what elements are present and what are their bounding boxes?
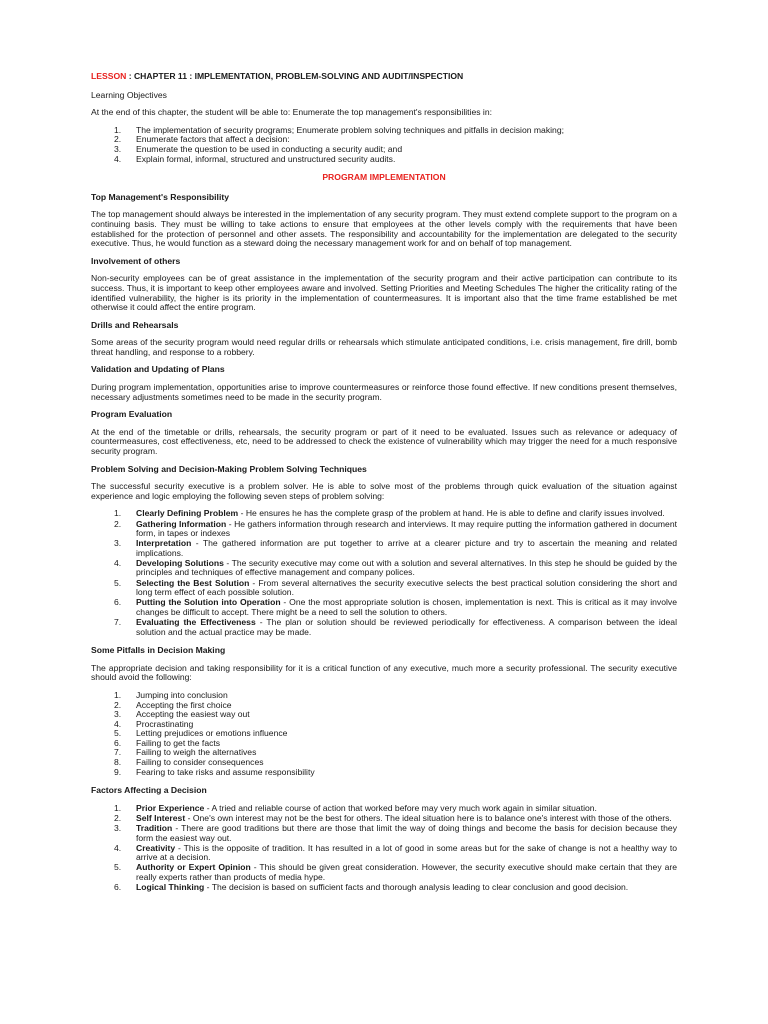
validation-heading: Validation and Updating of Plans (91, 364, 225, 375)
list-text: - There are good traditions but there are those that limit the way of doing things and become the basis for decision because they form the easiest way out. (136, 823, 677, 843)
list-term: Authority or Expert Opinion (136, 862, 251, 873)
learning-objectives-label: Learning Objectives (91, 89, 167, 100)
list-number: 4. (114, 153, 122, 164)
list-text: Enumerate factors that affect a decision: (136, 134, 290, 145)
list-number: 6. (114, 737, 122, 748)
step-item (91, 618, 677, 637)
list-text: Failing to get the facts (136, 737, 221, 748)
drills-heading: Drills and Rehearsals (91, 319, 179, 330)
pitfalls-heading: Some Pitfalls in Decision Making (91, 645, 226, 656)
evaluation-body: At the end of the timetable or drills, rehearsals, the security program or part of it need to be evaluated. Issues such as relevance or adequacy of countermeasures, cost effectiveness, etc, need to be addressed to check the existence of vulnerability which may trigger the need for a much responsive security program. (91, 426, 677, 457)
step-item (91, 520, 677, 539)
factor-item (91, 883, 677, 893)
list-text: - He gathers information through research and interviews. It may require putting the information gathered in document form, in tapes or indexes (136, 518, 677, 539)
list-term: Prior Experience (136, 802, 205, 813)
list-text: Fearing to take risks and assume responsibility (136, 766, 315, 777)
list-text: Failing to weigh the alternatives (136, 747, 257, 758)
pitfalls-list (91, 691, 677, 777)
list-number: 7. (114, 747, 122, 758)
objectives-intro: At the end of this chapter, the student will be able to: Enumerate the top management's responsibilities in: (91, 107, 493, 118)
top-management-heading: Top Management's Responsibility (91, 191, 229, 202)
objectives-list (91, 126, 677, 164)
factor-item (91, 844, 677, 863)
factors-heading: Factors Affecting a Decision (91, 785, 207, 796)
list-number: 4. (114, 557, 122, 568)
list-text: - He ensures he has the complete grasp of the problem at hand. He is able to define and clarify issues involved. (238, 508, 665, 519)
problem-solving-body: The successful security executive is a problem solver. He is able to solve most of the problems through quick evaluation of the situation against experience and logic employing the following seven steps of problem solving: (91, 481, 677, 501)
step-item (91, 559, 677, 578)
list-text: Jumping into conclusion (136, 689, 228, 700)
list-number: 1. (114, 802, 122, 813)
list-number: 6. (114, 597, 122, 608)
list-term: Putting the Solution into Operation (136, 597, 281, 608)
list-text: Accepting the first choice (136, 699, 232, 710)
list-number: 1. (114, 689, 122, 700)
list-number: 8. (114, 757, 122, 768)
chapter-title: : CHAPTER 11 : IMPLEMENTATION, PROBLEM-SOLVING AND AUDIT/INSPECTION (126, 71, 464, 81)
list-number: 9. (114, 766, 122, 777)
list-number: 2. (114, 699, 122, 710)
list-text: Letting prejudices or emotions influence (136, 728, 288, 739)
list-term: Self Interest (136, 812, 186, 823)
list-number: 3. (114, 538, 122, 549)
list-number: 1. (114, 124, 122, 135)
document-title (91, 72, 677, 82)
list-number: 3. (114, 143, 122, 154)
list-number: 5. (114, 728, 122, 739)
list-number: 1. (114, 508, 122, 519)
list-text: - From several alternatives the security executive selects the best practical solution considering the short and long term effect of each possible solution. (136, 577, 677, 598)
list-text: Explain formal, informal, structured and unstructured security audits. (136, 153, 396, 164)
list-number: 4. (114, 718, 122, 729)
list-text: - This should be given great consideration. However, the security executive should make certain that they are really experts rather than products of media hype. (136, 862, 677, 882)
list-text: - A tried and reliable course of action that worked before may very much work again in similar situation. (204, 802, 597, 813)
factor-item (91, 824, 677, 843)
problem-solving-heading: Problem Solving and Decision-Making Problem Solving Techniques (91, 463, 367, 474)
list-number: 5. (114, 577, 122, 588)
list-term: Creativity (136, 842, 176, 853)
list-number: 2. (114, 518, 122, 529)
pitfall-item (91, 768, 677, 778)
problem-solving-steps (91, 509, 677, 637)
list-term: Evaluating the Effectiveness (136, 616, 256, 627)
list-term: Logical Thinking (136, 882, 205, 893)
objective-item (91, 155, 677, 165)
document-content (91, 72, 677, 902)
factor-item (91, 863, 677, 882)
evaluation-heading: Program Evaluation (91, 409, 173, 420)
list-text: Enumerate the question to be used in conducting a security audit; and (136, 143, 403, 154)
list-text: - One the most appropriate solution is chosen, implementation is next. This is critical as it may involve changes be difficult to accept. There might be a need to sell the solution to others. (136, 597, 677, 617)
list-text: - The plan or solution should be reviewed periodically for effectiveness. A comparison between the ideal solution and the actual practice may be made. (136, 616, 677, 637)
step-item (91, 539, 677, 558)
involvement-body: Non-security employees can be of great assistance in the implementation of the security program and their active participation can contribute to its success. Thus, it is important to keep other employees aware and involved. Setting Priorities and Meeting Schedules The higher the criticality rating of the identified vulnerability, the higher is its priority in the implementation of countermeasures. It is important also that the time frame established be met otherwise it could affect the entire program. (91, 273, 677, 313)
step-item (91, 579, 677, 598)
list-text: Procrastinating (136, 718, 194, 729)
list-term: Gathering Information (136, 518, 227, 529)
list-text: Accepting the easiest way out (136, 709, 250, 720)
drills-body: Some areas of the security program would need regular drills or rehearsals which stimulate anticipated conditions, i.e. crisis management, fire drill, bomb threat handling, and response to a robbery. (91, 337, 677, 357)
list-number: 7. (114, 616, 122, 627)
list-term: Developing Solutions (136, 557, 224, 568)
list-number: 3. (114, 709, 122, 720)
lesson-label: LESSON (91, 71, 127, 81)
list-term: Interpretation (136, 538, 192, 549)
list-term: Tradition (136, 823, 173, 834)
list-text: - One's own interest may not be the best for others. The ideal situation here is to balance one's interest with those of the others. (185, 812, 672, 823)
list-number: 2. (114, 812, 122, 823)
program-implementation-heading: PROGRAM IMPLEMENTATION (322, 172, 446, 183)
list-text: - This is the opposite of tradition. It has resulted in a lot of good in some areas but for the sake of change is not a healthy way to arrive at a decision. (136, 842, 677, 863)
list-number: 5. (114, 862, 122, 873)
list-term: Selecting the Best Solution (136, 577, 250, 588)
pitfalls-body: The appropriate decision and taking responsibility for it is a critical function of any executive, much more a security professional. The security executive should avoid the following: (91, 662, 677, 683)
list-number: 6. (114, 882, 122, 893)
list-term: Clearly Defining Problem (136, 508, 239, 519)
top-management-body: The top management should always be interested in the implementation of any security program. They must extend complete support to the program on a continuing basis. They must be willing to take actions to ensure that employees at the other levels comply with the requirements that have been established for the protection of personnel and other assets. The responsibility and accountability for the implementation are delegated to the security executive. Thus, he would function as a steward doing the necessary management work for and on behalf of top management. (91, 209, 677, 249)
validation-body: During program implementation, opportunities arise to improve countermeasures or reinforce those found effective. If new conditions present themselves, necessary adjustments sometimes need to be made in the security program. (91, 382, 677, 402)
list-text: Failing to consider consequences (136, 757, 264, 768)
list-number: 3. (114, 823, 122, 834)
list-text: The implementation of security programs; Enumerate problem solving techniques and pitfalls in decision making; (136, 124, 564, 135)
list-text: - The gathered information are put together to arrive at a clearer picture and try to ascertain the meaning and related implications. (136, 538, 677, 558)
list-number: 2. (114, 134, 122, 145)
involvement-heading: Involvement of others (91, 255, 181, 266)
factors-list (91, 804, 677, 893)
list-text: - The decision is based on sufficient facts and thorough analysis leading to clear conclusion and good decision. (204, 882, 629, 893)
list-number: 4. (114, 842, 122, 853)
list-text: - The security executive may come out with a solution and several alternatives. In this step he should be guided by the principles and techniques of effective management and company polices. (136, 557, 677, 578)
step-item (91, 598, 677, 617)
